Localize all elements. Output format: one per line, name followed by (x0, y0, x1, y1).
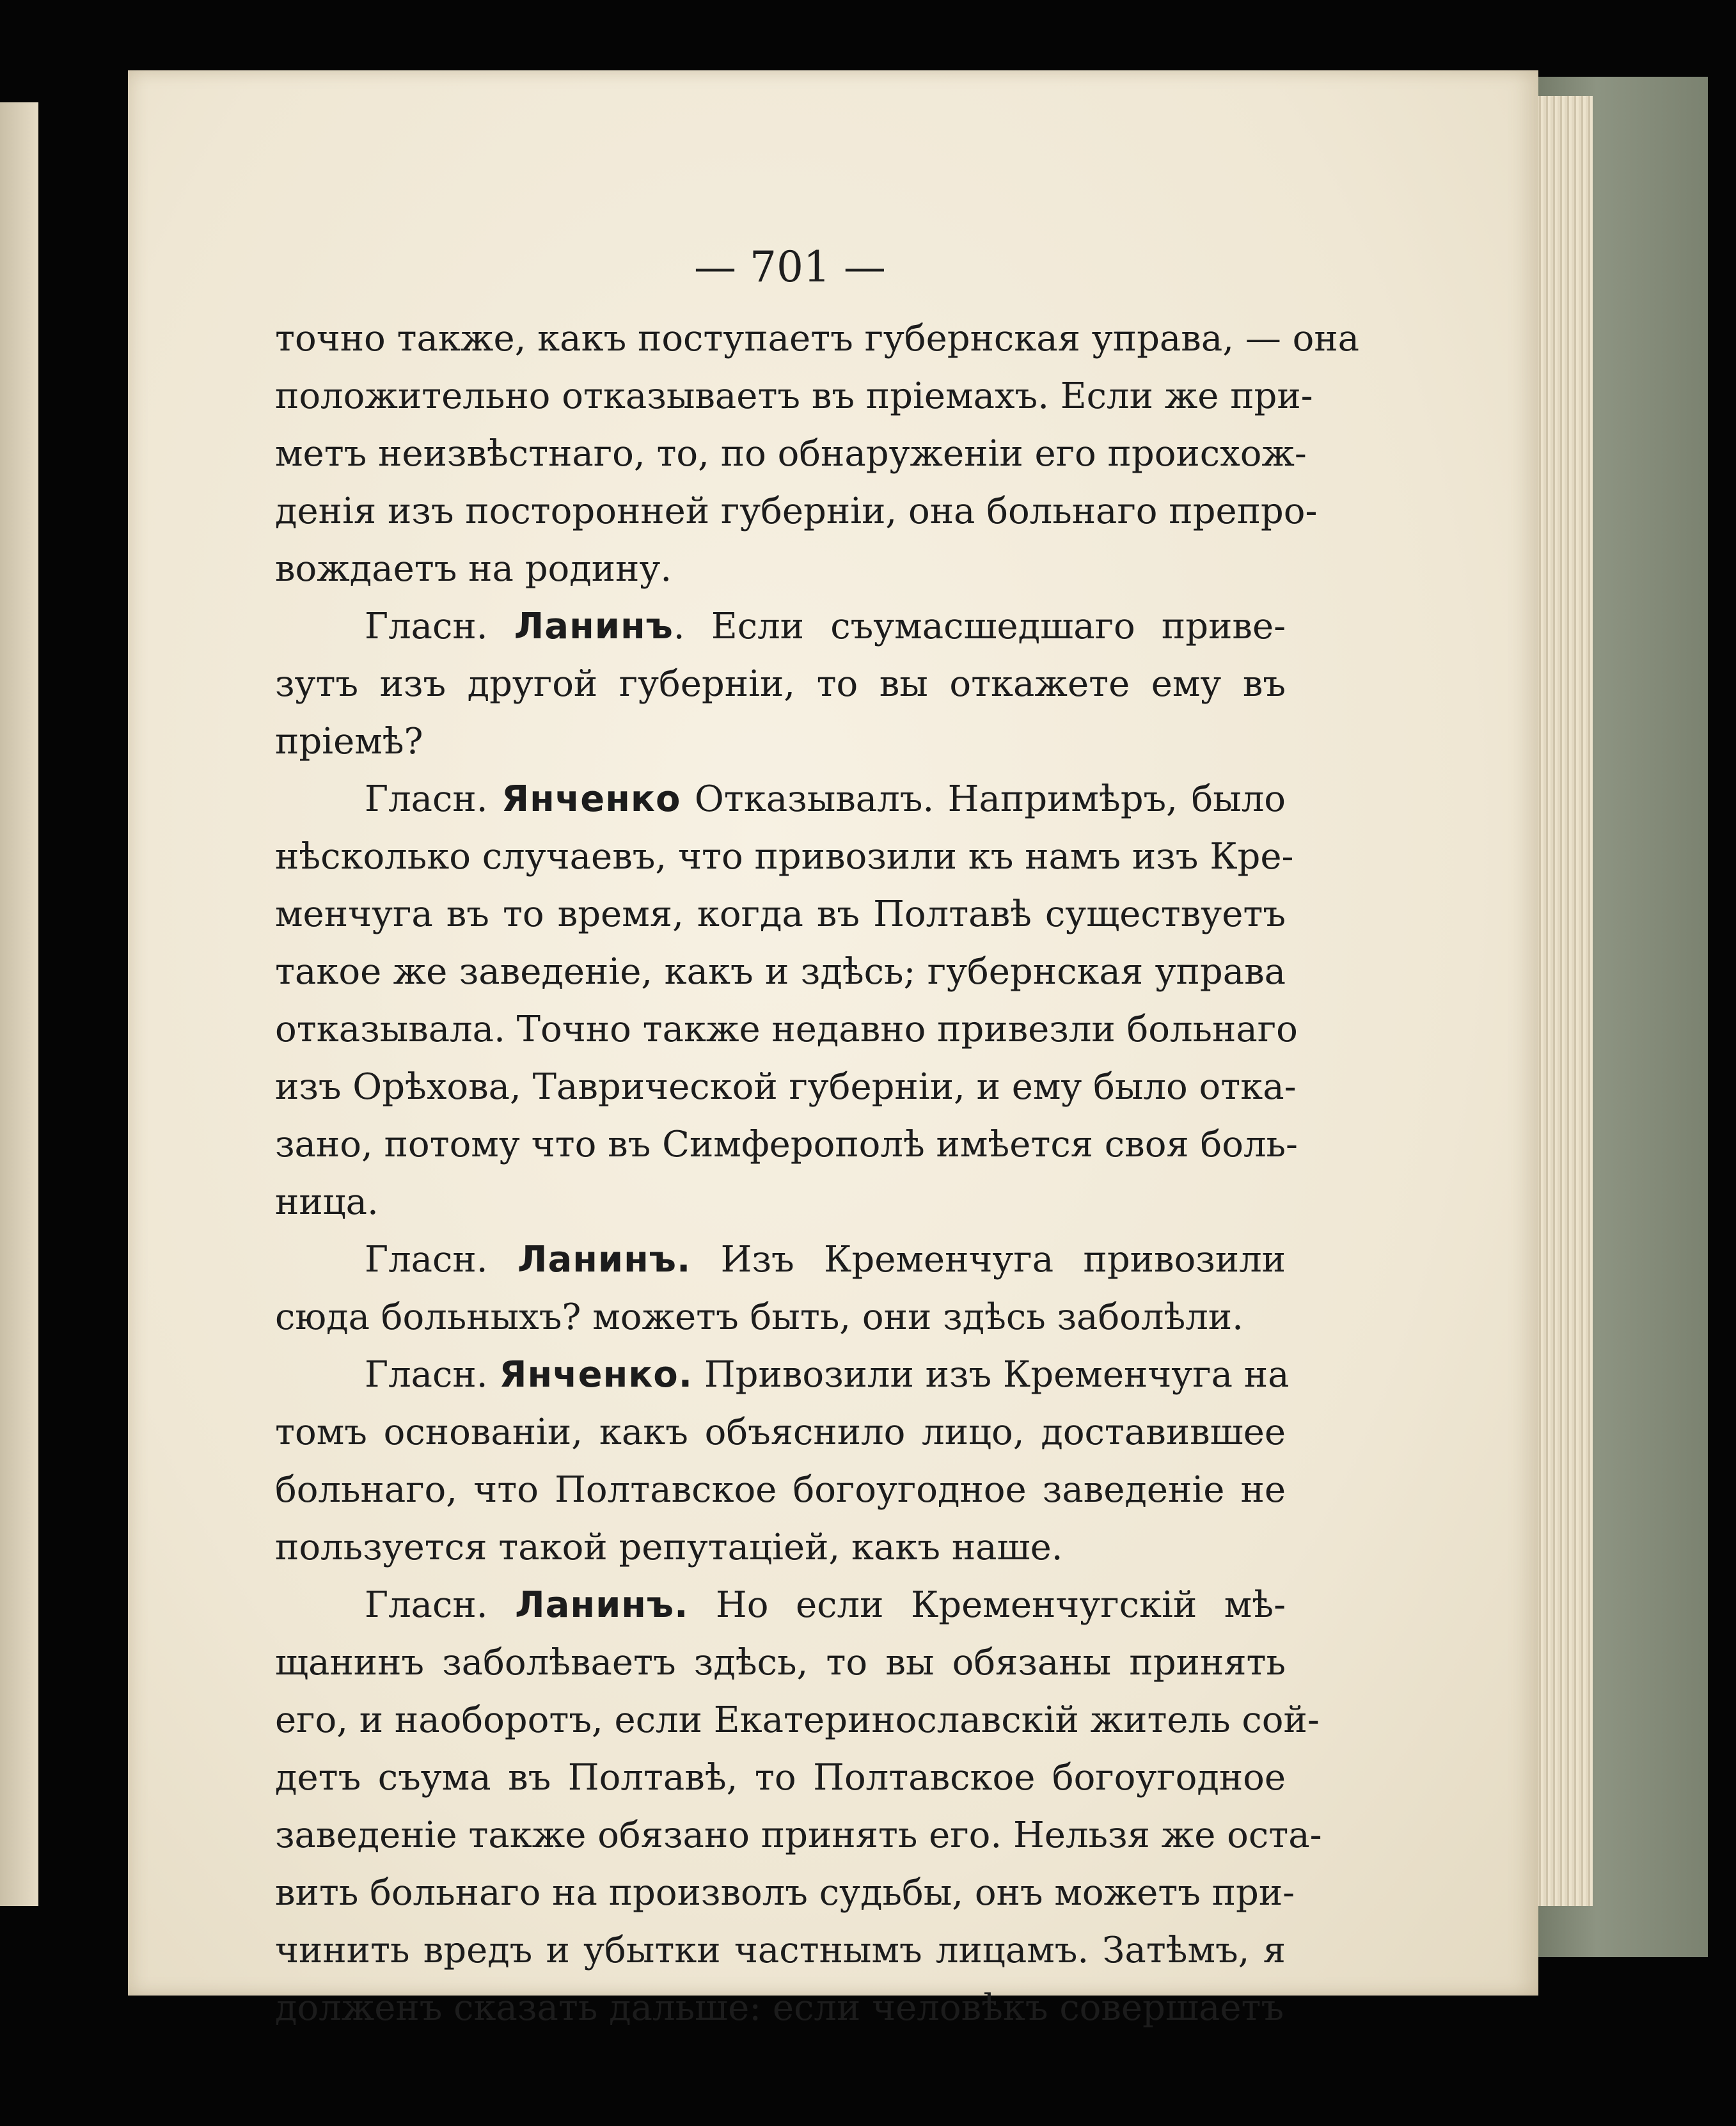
text-line (275, 656, 1286, 713)
page-number: — 701 — (694, 242, 886, 292)
paragraph (275, 1231, 1286, 1346)
line-text: менчуга въ то время, когда въ Полтавѣ существуетъ (275, 894, 1286, 935)
line-text: Изъ Кременчуга привозили (691, 1239, 1286, 1280)
text-line (275, 310, 1360, 368)
text-line (275, 1519, 1286, 1577)
line-text: детъ съума въ Полтавѣ, то Полтавское богоугодное (275, 1757, 1286, 1799)
text-line (275, 1922, 1286, 1980)
line-text: заведеніе также обязано принять его. Нельзя же оста- (275, 1815, 1322, 1856)
line-text: чинить вредъ и убытки частнымъ лицамъ. Затѣмъ, я (275, 1930, 1286, 1971)
line-text: вить больнаго на произволъ судьбы, онъ можетъ при- (275, 1872, 1295, 1914)
text-line (275, 1577, 1286, 1634)
text-line (275, 598, 1286, 656)
line-text: его, и наоборотъ, если Екатеринославскій житель сой- (275, 1699, 1320, 1741)
text-line (275, 771, 1286, 828)
page-text (275, 310, 1360, 2037)
text-line (275, 713, 1286, 771)
text-line (275, 1116, 1298, 1174)
line-text: Но если Кременчугскій мѣ- (688, 1584, 1286, 1626)
line-text: щанинъ заболѣваетъ здѣсь, то вы обязаны принять (275, 1642, 1286, 1683)
speaker-name: Ланинъ (514, 606, 674, 647)
paragraph (275, 1346, 1290, 1577)
text-line (275, 1692, 1320, 1749)
text-line (275, 1404, 1286, 1461)
speaker-title: Гласн. (365, 606, 514, 647)
text-line (275, 1174, 1286, 1231)
line-text: томъ основаніи, какъ объяснило лицо, доставившее (275, 1412, 1286, 1453)
speaker-name: Янченко (501, 778, 681, 820)
speaker-title: Гласн. (365, 778, 501, 820)
text-line (275, 1289, 1286, 1346)
line-text: зутъ изъ другой губерніи, то вы откажете ему въ (275, 663, 1286, 705)
text-line (275, 483, 1318, 540)
speaker-title: Гласн. (365, 1354, 500, 1396)
text-line (275, 425, 1307, 483)
text-line (275, 1864, 1295, 1922)
line-text: Привозили изъ Кременчуга на (693, 1354, 1290, 1396)
line-text: Отказывалъ. Напримѣръ, было (681, 778, 1286, 820)
line-text: отказывала. Точно также недавно привезли больнаго (275, 1009, 1298, 1050)
text-line (275, 1980, 1286, 2037)
line-text: денія изъ посторонней губерніи, она больнаго препро- (275, 491, 1318, 532)
paragraph (275, 598, 1286, 771)
line-text: пріемѣ? (275, 721, 423, 762)
line-text: больнаго, что Полтавское богоугодное заведеніе не (275, 1469, 1286, 1511)
text-line (275, 540, 1286, 598)
line-text: пользуется такой репутаціей, какъ наше. (275, 1527, 1063, 1568)
text-line (275, 886, 1286, 943)
speaker-name: Ланинъ. (515, 1584, 689, 1626)
text-line (275, 1346, 1290, 1404)
text-line (275, 1634, 1286, 1692)
speaker-title: Гласн. (365, 1584, 516, 1626)
line-text: . Если съумасшедшаго приве- (673, 606, 1286, 647)
speaker-title: Гласн. (365, 1239, 517, 1280)
text-line (275, 368, 1313, 425)
text-line (275, 1807, 1322, 1864)
text-line (275, 943, 1286, 1001)
line-text: точно также, какъ поступаетъ губернская управа, — она (275, 318, 1360, 359)
paragraph (275, 771, 1298, 1231)
line-text: зано, потому что въ Симферополѣ имѣется своя боль- (275, 1124, 1298, 1165)
text-line (275, 1231, 1286, 1289)
text-line (275, 1059, 1297, 1116)
speaker-name: Янченко. (499, 1354, 693, 1396)
line-text: ница. (275, 1181, 379, 1223)
text-line (275, 1461, 1286, 1519)
speaker-name: Ланинъ. (517, 1239, 691, 1280)
text-line (275, 1001, 1298, 1059)
paragraph (275, 310, 1360, 598)
line-text: изъ Орѣхова, Таврической губерніи, и ему было отка- (275, 1066, 1297, 1108)
paragraph (275, 1577, 1322, 2037)
line-text: долженъ сказать дальше: если человѣкъ совершаетъ (275, 1987, 1284, 2029)
line-text: вождаетъ на родину. (275, 548, 672, 590)
text-line (275, 828, 1294, 886)
facing-page-edge (0, 102, 38, 1906)
line-text: сюда больныхъ? можетъ быть, они здѣсь заболѣли. (275, 1296, 1243, 1338)
line-text: нѣсколько случаевъ, что привозили къ намъ изъ Кре- (275, 836, 1294, 878)
line-text: метъ неизвѣстнаго, то, по обнаруженіи его происхож- (275, 433, 1307, 475)
text-line (275, 1749, 1286, 1807)
line-text: положительно отказываетъ въ пріемахъ. Если же при- (275, 375, 1313, 417)
line-text: такое же заведеніе, какъ и здѣсь; губернская управа (275, 951, 1286, 993)
